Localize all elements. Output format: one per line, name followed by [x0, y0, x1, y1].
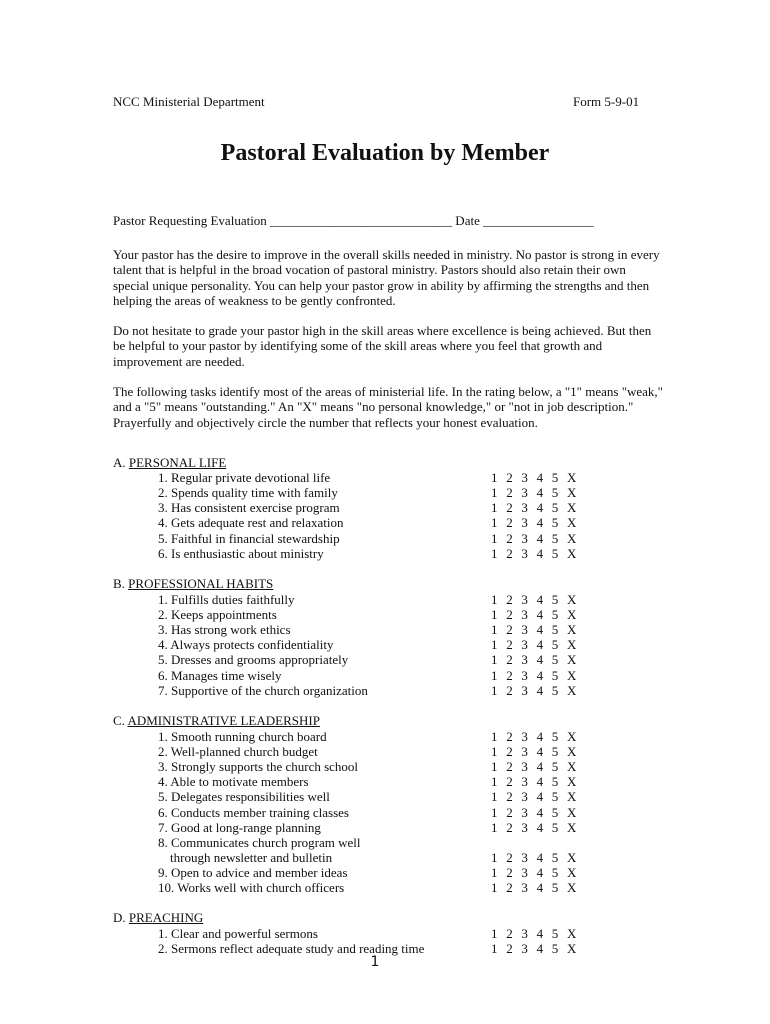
- rating-option[interactable]: 2: [506, 880, 513, 895]
- rating-option[interactable]: 4: [536, 880, 544, 895]
- list-item: 1. Regular private devotional life: [158, 470, 331, 485]
- rating-option[interactable]: 4: [536, 789, 544, 804]
- rating-option[interactable]: 3: [521, 926, 528, 941]
- list-item: 2. Well-planned church budget: [158, 744, 318, 759]
- section-heading-c: [113, 713, 320, 729]
- rating-option[interactable]: 3: [521, 637, 528, 652]
- rating-option[interactable]: 1: [491, 774, 498, 789]
- rating-scale: [491, 531, 582, 547]
- rating-option[interactable]: 3: [521, 592, 528, 607]
- rating-option[interactable]: 4: [536, 531, 544, 546]
- rating-option[interactable]: 3: [521, 622, 528, 637]
- rating-option[interactable]: X: [566, 683, 577, 698]
- rating-option[interactable]: 5: [551, 622, 559, 637]
- grading-paragraph: Do not hesitate to grade your pastor high in the skill areas where excellence is being achieved. But then be helpful to your pastor by identifying some of the skill areas where you feel that growth and improvement are needed.: [113, 323, 652, 369]
- rating-option[interactable]: 4: [536, 637, 544, 652]
- rating-option[interactable]: 5: [551, 607, 559, 622]
- rating-option[interactable]: 2: [506, 759, 513, 774]
- rating-option[interactable]: 3: [521, 820, 528, 835]
- rating-scale: [491, 865, 582, 881]
- list-item: 5. Delegates responsibilities well: [158, 789, 330, 804]
- list-item: 9. Open to advice and member ideas: [158, 865, 348, 880]
- rating-option[interactable]: X: [566, 941, 577, 956]
- rating-option[interactable]: 5: [551, 850, 559, 865]
- rating-option[interactable]: 1: [491, 789, 498, 804]
- section-name: ADMINISTRATIVE LEADERSHIP: [127, 713, 320, 728]
- rating-option[interactable]: 2: [506, 789, 513, 804]
- rating-option[interactable]: X: [566, 622, 577, 637]
- rating-option[interactable]: 1: [491, 941, 498, 956]
- page-title: Pastoral Evaluation by Member: [220, 140, 550, 166]
- rating-option[interactable]: X: [566, 774, 577, 789]
- rating-scale: [491, 744, 582, 760]
- rating-option[interactable]: 5: [551, 865, 559, 880]
- rating-option[interactable]: X: [566, 668, 577, 683]
- rating-scale: [491, 926, 582, 942]
- rating-option[interactable]: X: [566, 546, 577, 561]
- rating-option[interactable]: 5: [551, 531, 559, 546]
- rating-scale: [491, 592, 582, 608]
- list-item: 5. Faithful in financial stewardship: [158, 531, 340, 546]
- rating-option[interactable]: 4: [536, 622, 544, 637]
- rating-option[interactable]: 5: [551, 652, 559, 667]
- rating-option[interactable]: 3: [521, 805, 528, 820]
- instructions-paragraph: The following tasks identify most of the areas of ministerial life. In the rating below, a "1" means "weak," and a "5" means "outstanding." An "X" means "no personal knowledge," or "not in job description." Prayerfully and objectively circle the number that reflects your honest evaluation.: [113, 384, 663, 430]
- rating-option[interactable]: 1: [491, 850, 498, 865]
- rating-option[interactable]: 1: [491, 622, 498, 637]
- rating-option[interactable]: X: [566, 470, 577, 485]
- rating-option[interactable]: 4: [536, 729, 544, 744]
- list-item-continuation: through newsletter and bulletin: [170, 850, 333, 865]
- rating-option[interactable]: X: [566, 926, 577, 941]
- list-item: 6. Is enthusiastic about ministry: [158, 546, 324, 561]
- list-item: 8. Communicates church program well: [158, 835, 361, 850]
- rating-option[interactable]: 3: [521, 515, 528, 530]
- rating-option[interactable]: 2: [506, 622, 513, 637]
- rating-option[interactable]: 5: [551, 789, 559, 804]
- rating-option[interactable]: 4: [536, 865, 544, 880]
- rating-option[interactable]: 5: [551, 774, 559, 789]
- rating-option[interactable]: 1: [491, 880, 498, 895]
- rating-option[interactable]: 2: [506, 531, 513, 546]
- rating-scale: [491, 470, 582, 486]
- rating-scale: [491, 759, 582, 775]
- rating-option[interactable]: X: [566, 744, 577, 759]
- rating-option[interactable]: 2: [506, 515, 513, 530]
- rating-option[interactable]: 3: [521, 789, 528, 804]
- rating-option[interactable]: 2: [506, 926, 513, 941]
- rating-option[interactable]: 2: [506, 637, 513, 652]
- rating-scale: [491, 880, 582, 896]
- rating-option[interactable]: 1: [491, 729, 498, 744]
- rating-scale: [491, 789, 582, 805]
- rating-option[interactable]: 1: [491, 546, 498, 561]
- rating-option[interactable]: 2: [506, 546, 513, 561]
- rating-option[interactable]: 2: [506, 941, 513, 956]
- rating-option[interactable]: X: [566, 500, 577, 515]
- rating-option[interactable]: 3: [521, 607, 528, 622]
- rating-option[interactable]: X: [566, 652, 577, 667]
- page-number: 1: [370, 954, 380, 970]
- section-name: PERSONAL LIFE: [128, 455, 227, 470]
- rating-option[interactable]: 2: [506, 470, 513, 485]
- rating-option[interactable]: 4: [536, 941, 544, 956]
- rating-option[interactable]: 1: [491, 744, 498, 759]
- rating-option[interactable]: 3: [521, 941, 528, 956]
- list-item: 5. Dresses and grooms appropriately: [158, 652, 349, 667]
- rating-option[interactable]: 5: [551, 500, 559, 515]
- section-letter: B.: [113, 576, 125, 591]
- rating-option[interactable]: 5: [551, 515, 559, 530]
- list-item: 4. Gets adequate rest and relaxation: [158, 515, 344, 530]
- rating-option[interactable]: 4: [536, 652, 544, 667]
- rating-option[interactable]: X: [566, 607, 577, 622]
- rating-option[interactable]: 1: [491, 607, 498, 622]
- rating-option[interactable]: 1: [491, 485, 498, 500]
- rating-option[interactable]: 3: [521, 744, 528, 759]
- section-letter: D.: [113, 910, 126, 925]
- rating-scale: [491, 805, 582, 821]
- rating-option[interactable]: 3: [521, 500, 528, 515]
- rating-option[interactable]: 2: [506, 865, 513, 880]
- rating-option[interactable]: 3: [521, 759, 528, 774]
- list-item: 2. Keeps appointments: [158, 607, 277, 622]
- list-item: 6. Conducts member training classes: [158, 805, 349, 820]
- rating-option[interactable]: 4: [536, 592, 544, 607]
- rating-option[interactable]: 1: [491, 592, 498, 607]
- rating-option[interactable]: X: [566, 729, 577, 744]
- section-heading-b: [113, 576, 273, 592]
- rating-option[interactable]: 1: [491, 668, 498, 683]
- rating-option[interactable]: 2: [506, 668, 513, 683]
- rating-option[interactable]: 3: [521, 531, 528, 546]
- rating-option[interactable]: 3: [521, 729, 528, 744]
- rating-option[interactable]: 4: [536, 683, 544, 698]
- rating-option[interactable]: 4: [536, 500, 544, 515]
- section-heading-d: [113, 910, 203, 926]
- rating-option[interactable]: 5: [551, 744, 559, 759]
- rating-scale: [491, 652, 582, 668]
- rating-option[interactable]: 1: [491, 683, 498, 698]
- rating-option[interactable]: 4: [536, 546, 544, 561]
- rating-option[interactable]: X: [566, 637, 577, 652]
- rating-option[interactable]: 2: [506, 805, 513, 820]
- rating-option[interactable]: 1: [491, 759, 498, 774]
- rating-scale: [491, 622, 582, 638]
- rating-scale: [491, 546, 582, 562]
- rating-option[interactable]: 4: [536, 668, 544, 683]
- section-letter: C.: [113, 713, 125, 728]
- rating-option[interactable]: 4: [536, 744, 544, 759]
- department-name: NCC Ministerial Department: [113, 94, 265, 109]
- rating-option[interactable]: 3: [521, 850, 528, 865]
- rating-scale: [491, 774, 582, 790]
- rating-option[interactable]: 3: [521, 865, 528, 880]
- rating-option[interactable]: 5: [551, 926, 559, 941]
- list-item: 1. Smooth running church board: [158, 729, 327, 744]
- rating-scale: [491, 515, 582, 531]
- rating-scale: [491, 485, 582, 501]
- rating-option[interactable]: 5: [551, 759, 559, 774]
- rating-option[interactable]: 3: [521, 546, 528, 561]
- rating-option[interactable]: 1: [491, 926, 498, 941]
- rating-option[interactable]: X: [566, 789, 577, 804]
- rating-option[interactable]: 5: [551, 668, 559, 683]
- intro-paragraph: Your pastor has the desire to improve in the overall skills needed in ministry. No pastor is strong in every talent that is helpful in the broad vocation of pastoral ministry. Pastors should also retain their own special unique personality. You can help your pastor grow in ability by affirming the strengths and then helping the areas of weakness to be gently confronted.: [113, 247, 660, 308]
- list-item: 7. Good at long-range planning: [158, 820, 321, 835]
- rating-option[interactable]: 1: [491, 531, 498, 546]
- rating-option[interactable]: 5: [551, 729, 559, 744]
- rating-option[interactable]: 2: [506, 683, 513, 698]
- rating-option[interactable]: 1: [491, 820, 498, 835]
- list-item: 1. Fulfills duties faithfully: [158, 592, 295, 607]
- section-name: PREACHING: [128, 910, 204, 925]
- rating-option[interactable]: 2: [506, 820, 513, 835]
- rating-option[interactable]: 2: [506, 607, 513, 622]
- rating-option[interactable]: 4: [536, 485, 544, 500]
- rating-scale: [491, 668, 582, 684]
- rating-option[interactable]: X: [566, 865, 577, 880]
- rating-option[interactable]: X: [566, 805, 577, 820]
- rating-option[interactable]: 5: [551, 805, 559, 820]
- rating-option[interactable]: 5: [551, 941, 559, 956]
- rating-option[interactable]: X: [566, 531, 577, 546]
- rating-option[interactable]: 2: [506, 774, 513, 789]
- rating-option[interactable]: 5: [551, 485, 559, 500]
- rating-option[interactable]: 2: [506, 485, 513, 500]
- rating-option[interactable]: 4: [536, 515, 544, 530]
- rating-option[interactable]: 4: [536, 759, 544, 774]
- rating-option[interactable]: 1: [491, 515, 498, 530]
- rating-option[interactable]: X: [566, 880, 577, 895]
- rating-option[interactable]: X: [566, 485, 577, 500]
- list-item: 3. Strongly supports the church school: [158, 759, 359, 774]
- rating-scale: [491, 729, 582, 745]
- rating-option[interactable]: 2: [506, 592, 513, 607]
- rating-option[interactable]: 2: [506, 729, 513, 744]
- rating-option[interactable]: 3: [521, 774, 528, 789]
- rating-option[interactable]: 5: [551, 637, 559, 652]
- rating-scale: [491, 683, 582, 699]
- list-item: 10. Works well with church officers: [158, 880, 345, 895]
- section-heading-a: [113, 455, 226, 471]
- rating-option[interactable]: 5: [551, 683, 559, 698]
- rating-option[interactable]: 2: [506, 500, 513, 515]
- rating-option[interactable]: X: [566, 820, 577, 835]
- list-item: 2. Spends quality time with family: [158, 485, 338, 500]
- rating-option[interactable]: 1: [491, 470, 498, 485]
- form-number: Form 5-9-01: [573, 94, 640, 109]
- rating-option[interactable]: 3: [521, 880, 528, 895]
- rating-option[interactable]: 1: [491, 500, 498, 515]
- rating-option[interactable]: X: [566, 850, 577, 865]
- rating-scale: [491, 500, 582, 516]
- list-item: 3. Has strong work ethics: [158, 622, 291, 637]
- list-item: 4. Always protects confidentiality: [158, 637, 334, 652]
- rating-option[interactable]: 1: [491, 652, 498, 667]
- rating-option[interactable]: X: [566, 592, 577, 607]
- rating-option[interactable]: 3: [521, 485, 528, 500]
- rating-option[interactable]: X: [566, 515, 577, 530]
- pastor-date-line: Pastor Requesting Evaluation ____________________________ Date _________________: [113, 213, 594, 228]
- rating-option[interactable]: 4: [536, 850, 544, 865]
- rating-option[interactable]: 5: [551, 592, 559, 607]
- list-item: 3. Has consistent exercise program: [158, 500, 340, 515]
- rating-option[interactable]: 5: [551, 880, 559, 895]
- rating-option[interactable]: 2: [506, 744, 513, 759]
- list-item: 1. Clear and powerful sermons: [158, 926, 318, 941]
- list-item: 4. Able to motivate members: [158, 774, 309, 789]
- rating-option[interactable]: 4: [536, 805, 544, 820]
- rating-scale: [491, 820, 582, 836]
- rating-option[interactable]: 1: [491, 637, 498, 652]
- rating-option[interactable]: 4: [536, 470, 544, 485]
- rating-option[interactable]: 4: [536, 926, 544, 941]
- section-name: PROFESSIONAL HABITS: [128, 576, 274, 591]
- rating-option[interactable]: 1: [491, 865, 498, 880]
- rating-scale: [491, 637, 582, 653]
- rating-option[interactable]: 3: [521, 652, 528, 667]
- list-item: 7. Supportive of the church organization: [158, 683, 368, 698]
- rating-option[interactable]: 3: [521, 683, 528, 698]
- rating-option[interactable]: 3: [521, 470, 528, 485]
- rating-option[interactable]: 4: [536, 774, 544, 789]
- rating-option[interactable]: 4: [536, 820, 544, 835]
- rating-option[interactable]: 5: [551, 546, 559, 561]
- rating-option[interactable]: 2: [506, 850, 513, 865]
- rating-scale: [491, 607, 582, 623]
- rating-option[interactable]: X: [566, 759, 577, 774]
- rating-option[interactable]: 4: [536, 607, 544, 622]
- list-item: 2. Sermons reflect adequate study and reading time: [158, 941, 425, 956]
- list-item: 6. Manages time wisely: [158, 668, 282, 683]
- rating-option[interactable]: 2: [506, 652, 513, 667]
- rating-option[interactable]: 5: [551, 470, 559, 485]
- rating-option[interactable]: 1: [491, 805, 498, 820]
- rating-scale: [491, 850, 582, 866]
- section-letter: A.: [113, 455, 126, 470]
- rating-option[interactable]: 3: [521, 668, 528, 683]
- rating-option[interactable]: 5: [551, 820, 559, 835]
